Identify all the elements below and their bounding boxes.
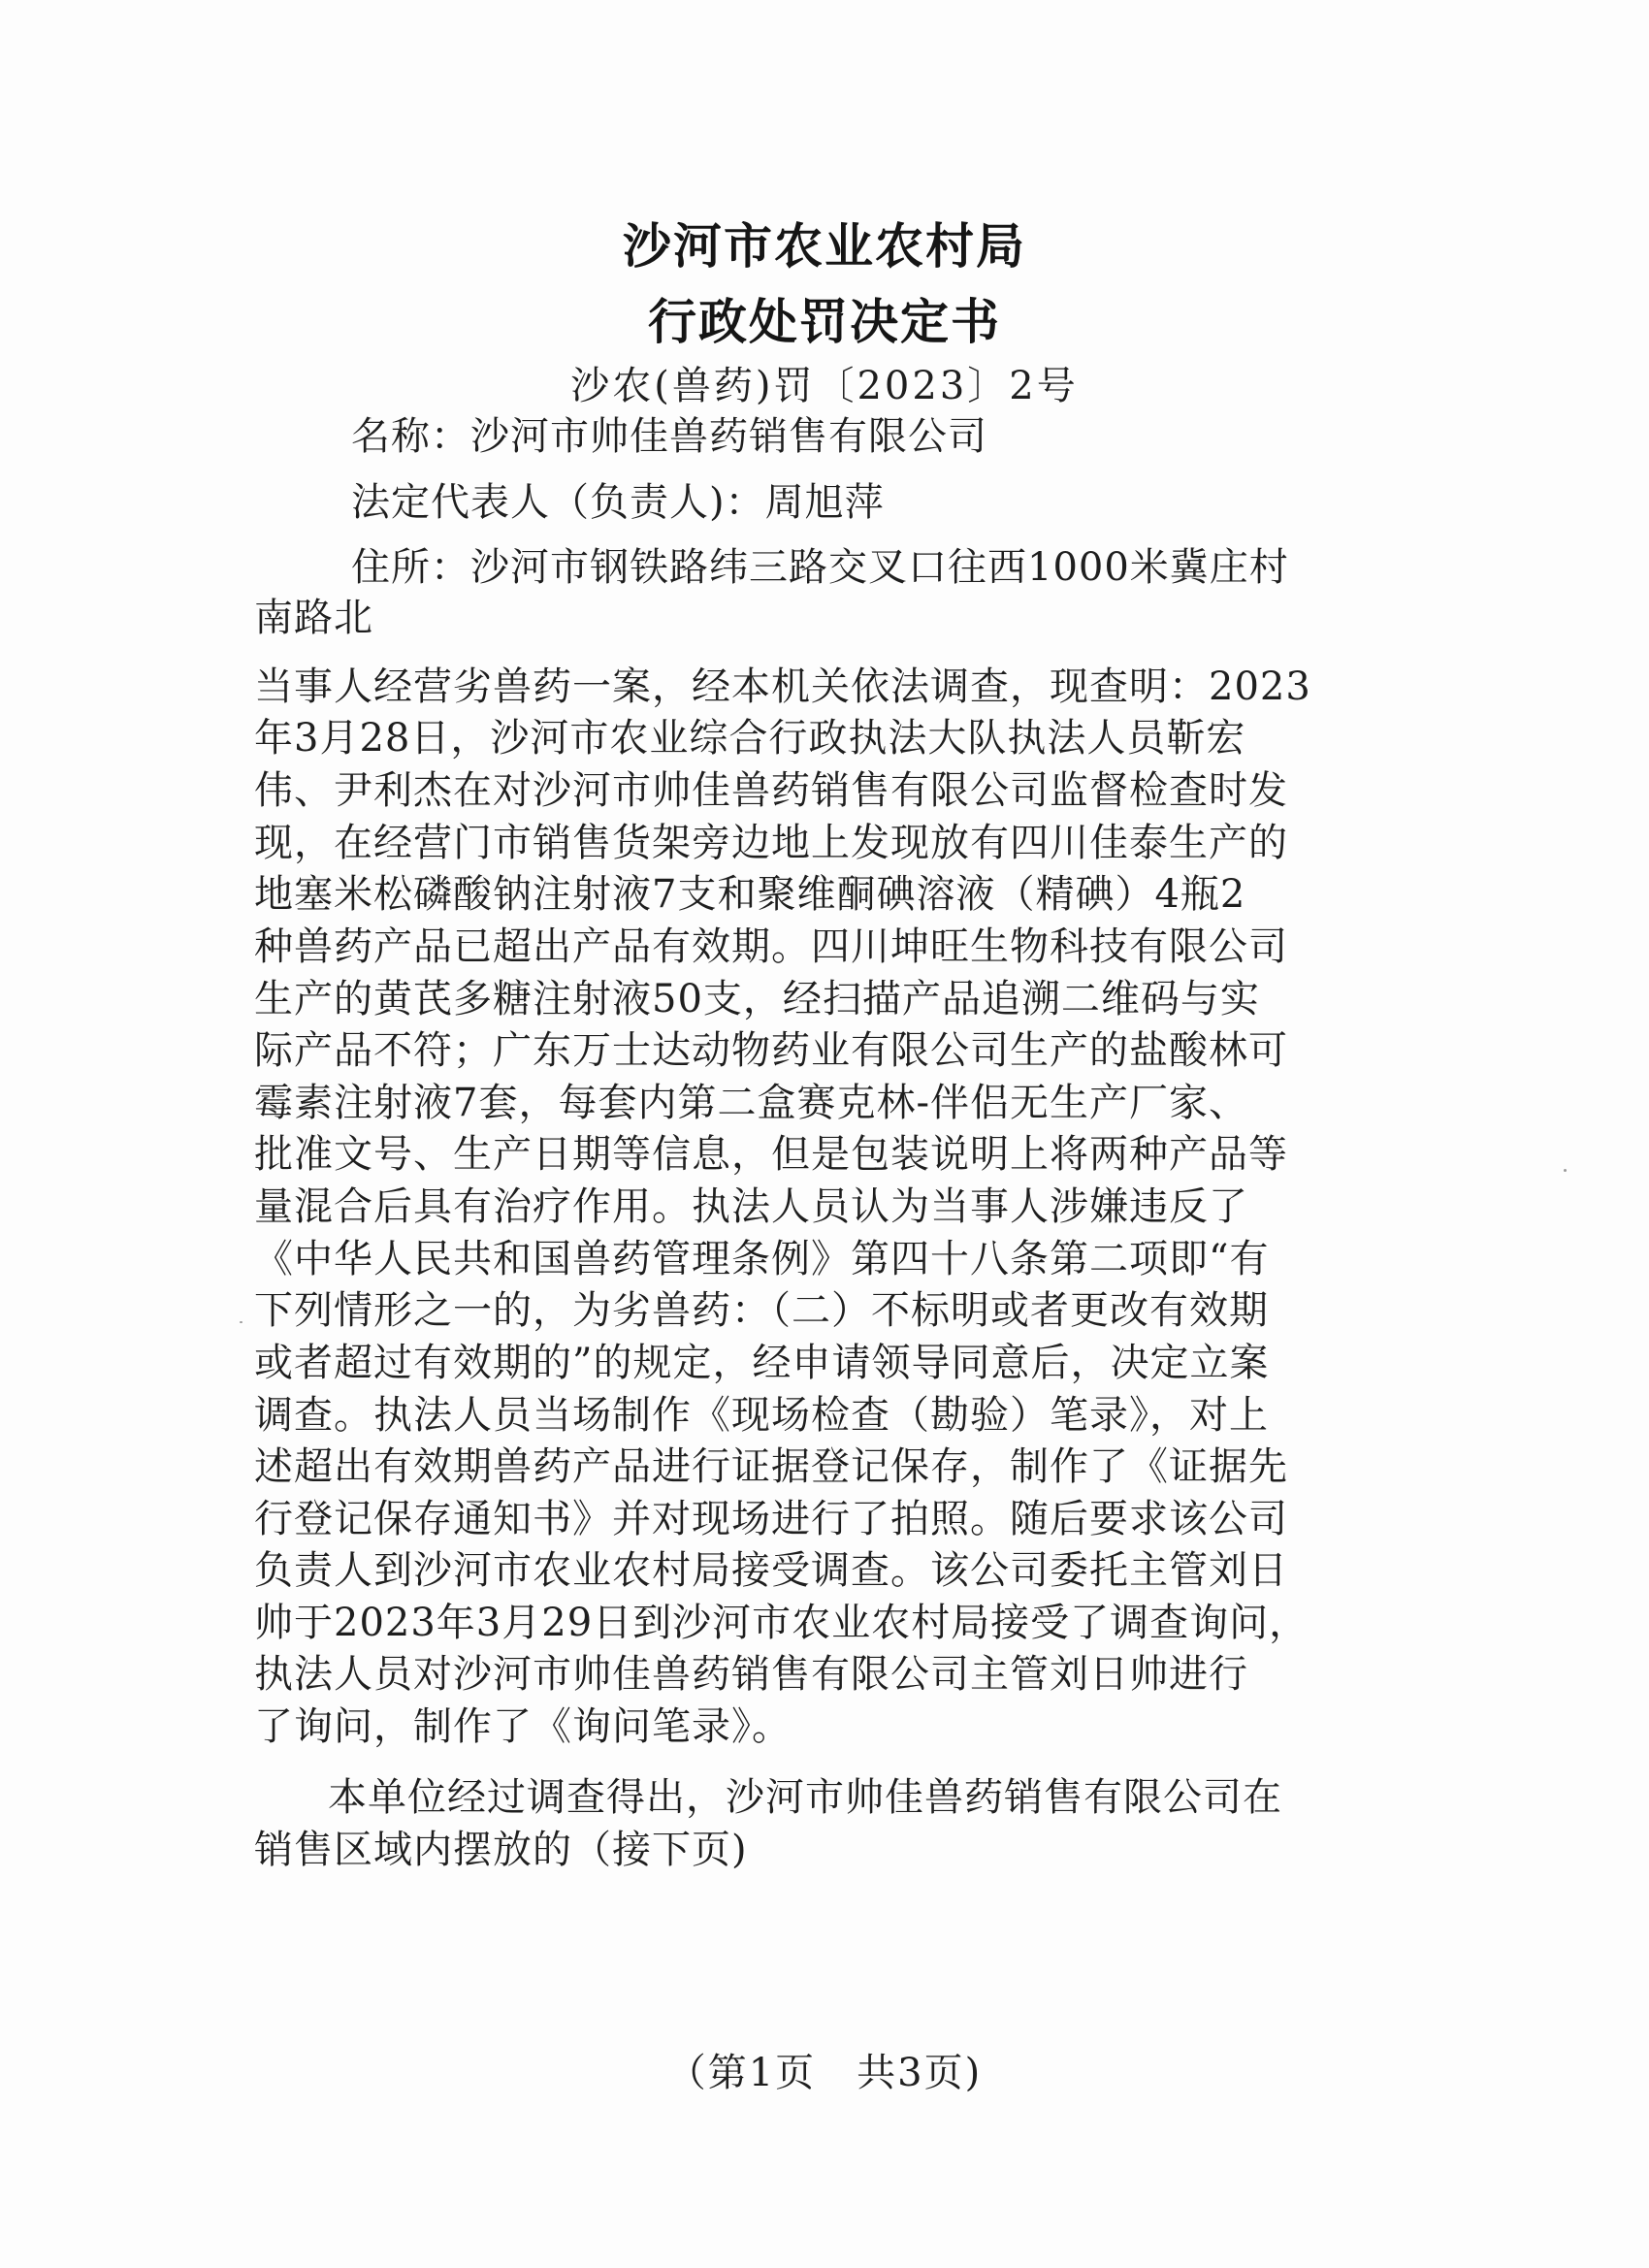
scan-speck <box>240 1321 242 1323</box>
page-number-footer: （第1页 共3页) <box>666 2051 983 2095</box>
body-line: 伟、尹利杰在对沙河市帅佳兽药销售有限公司监督检查时发 <box>254 768 1288 813</box>
document-number: 沙农(兽药)罚〔2023〕2号 <box>570 364 1079 408</box>
party-representative: 法定代表人（负责人)：周旭萍 <box>351 480 885 525</box>
party-name: 名称：沙河市帅佳兽药销售有限公司 <box>351 414 987 459</box>
body-line: 生产的黄芪多糖注射液50支，经扫描产品追溯二维码与实 <box>254 977 1260 1021</box>
body-line: 调查。执法人员当场制作《现场检查（勘验）笔录》，对上 <box>254 1393 1269 1438</box>
body-line: 批准文号、生产日期等信息，但是包装说明上将两种产品等 <box>254 1132 1288 1177</box>
agency-title: 沙河市农业农村局 <box>623 218 1026 275</box>
body-line: 际产品不符；广东万士达动物药业有限公司生产的盐酸林可 <box>254 1028 1288 1073</box>
body-line: 地塞米松磷酸钠注射液7支和聚维酮碘溶液（精碘）4瓶2 <box>254 872 1246 917</box>
body-line: 执法人员对沙河市帅佳兽药销售有限公司主管刘日帅进行 <box>254 1652 1248 1697</box>
body-line: 下列情形之一的，为劣兽药：（二）不标明或者更改有效期 <box>254 1288 1269 1333</box>
body-line: 《中华人民共和国兽药管理条例》第四十八条第二项即“有 <box>254 1237 1270 1281</box>
party-address-line-2: 南路北 <box>254 596 373 640</box>
body-line: 了询问，制作了《询问笔录》。 <box>254 1704 792 1749</box>
body-line: 当事人经营劣兽药一案，经本机关依法调查，现查明：2023 <box>254 664 1311 709</box>
party-address-line-1: 住所：沙河市钢铁路纬三路交叉口往西1000米冀庄村 <box>351 545 1289 590</box>
scan-speck <box>1564 1169 1567 1172</box>
body-line: 行登记保存通知书》并对现场进行了拍照。随后要求该公司 <box>254 1497 1288 1541</box>
body-line: 霉素注射液7套，每套内第二盒赛克林-伴侣无生产厂家、 <box>254 1081 1248 1125</box>
conclusion-line: 本单位经过调查得出，沙河市帅佳兽药销售有限公司在 <box>328 1775 1282 1820</box>
body-line: 种兽药产品已超出产品有效期。四川坤旺生物科技有限公司 <box>254 924 1288 969</box>
document-type-title: 行政处罚决定书 <box>648 294 1001 350</box>
body-line: 帅于2023年3月29日到沙河市农业农村局接受了调查询问， <box>254 1601 1310 1645</box>
body-line: 负责人到沙河市农业农村局接受调查。该公司委托主管刘日 <box>254 1548 1288 1593</box>
conclusion-line: 销售区域内摆放的（接下页) <box>254 1828 748 1872</box>
body-line: 年3月28日，沙河市农业综合行政执法大队执法人员靳宏 <box>254 716 1246 761</box>
body-line: 或者超过有效期的”的规定，经申请领导同意后，决定立案 <box>254 1341 1270 1385</box>
body-line: 述超出有效期兽药产品进行证据登记保存，制作了《证据先 <box>254 1444 1288 1489</box>
body-line: 现，在经营门市销售货架旁边地上发现放有四川佳泰生产的 <box>254 821 1288 865</box>
body-line: 量混合后具有治疗作用。执法人员认为当事人涉嫌违反了 <box>254 1184 1248 1229</box>
